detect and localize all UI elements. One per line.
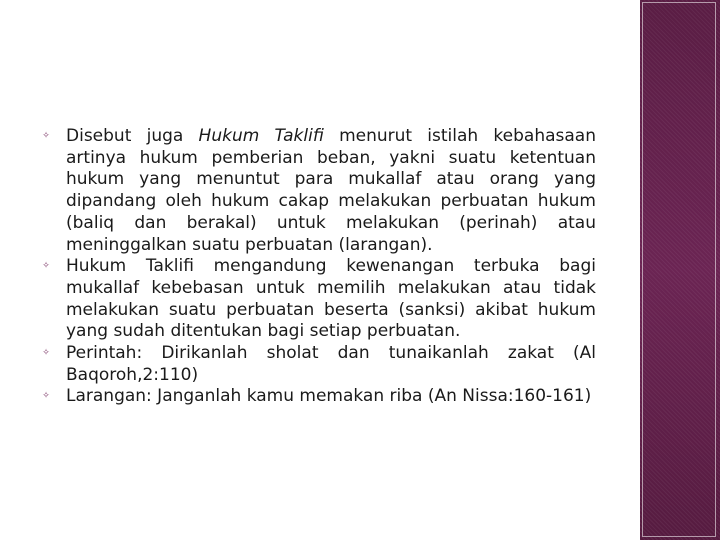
bullet-item-kewenangan — [40, 256, 596, 343]
bullet-text-rest: menurut istilah kebahasaan artinya hukum pemberian beban, yakni suatu ketentuan hukum yang menuntut para mukallaf atau orang yang dipandang oleh hukum cakap melakukan perbuatan hukum (baliq dan berakal) untuk melakukan (perinah) atau meninggalkan suatu perbuatan (larangan). — [66, 126, 596, 255]
diamond-bullet-icon: ✧ — [42, 391, 50, 402]
bullet-text-lead: Disebut juga — [66, 126, 199, 146]
bullet-text: Hukum Taklifi mengandung kewenangan terbuka bagi mukallaf kebebasan untuk memilih melakukan atau tidak melakukan suatu perbuatan beserta (sanksi) akibat hukum yang sudah ditentukan bagi setiap perbuatan. — [66, 256, 596, 342]
side-panel-frame — [642, 2, 716, 537]
bullet-text: Perintah: Dirikanlah sholat dan tunaikanlah zakat (Al Baqoroh,2:110) — [66, 343, 596, 385]
bullet-text: Larangan: Janganlah kamu memakan riba (An Nissa:160-161) — [66, 386, 592, 407]
diamond-bullet-icon: ✧ — [42, 131, 50, 141]
slide-content — [40, 126, 596, 408]
bullet-list — [40, 126, 596, 408]
bullet-item-larangan — [40, 386, 596, 408]
bullet-item-definition — [40, 126, 596, 256]
bullet-item-perintah — [40, 343, 596, 386]
diamond-bullet-icon: ✧ — [42, 261, 50, 272]
bullet-text-italic-term: Hukum Taklifi — [198, 126, 324, 146]
diamond-bullet-icon: ✧ — [42, 348, 50, 359]
